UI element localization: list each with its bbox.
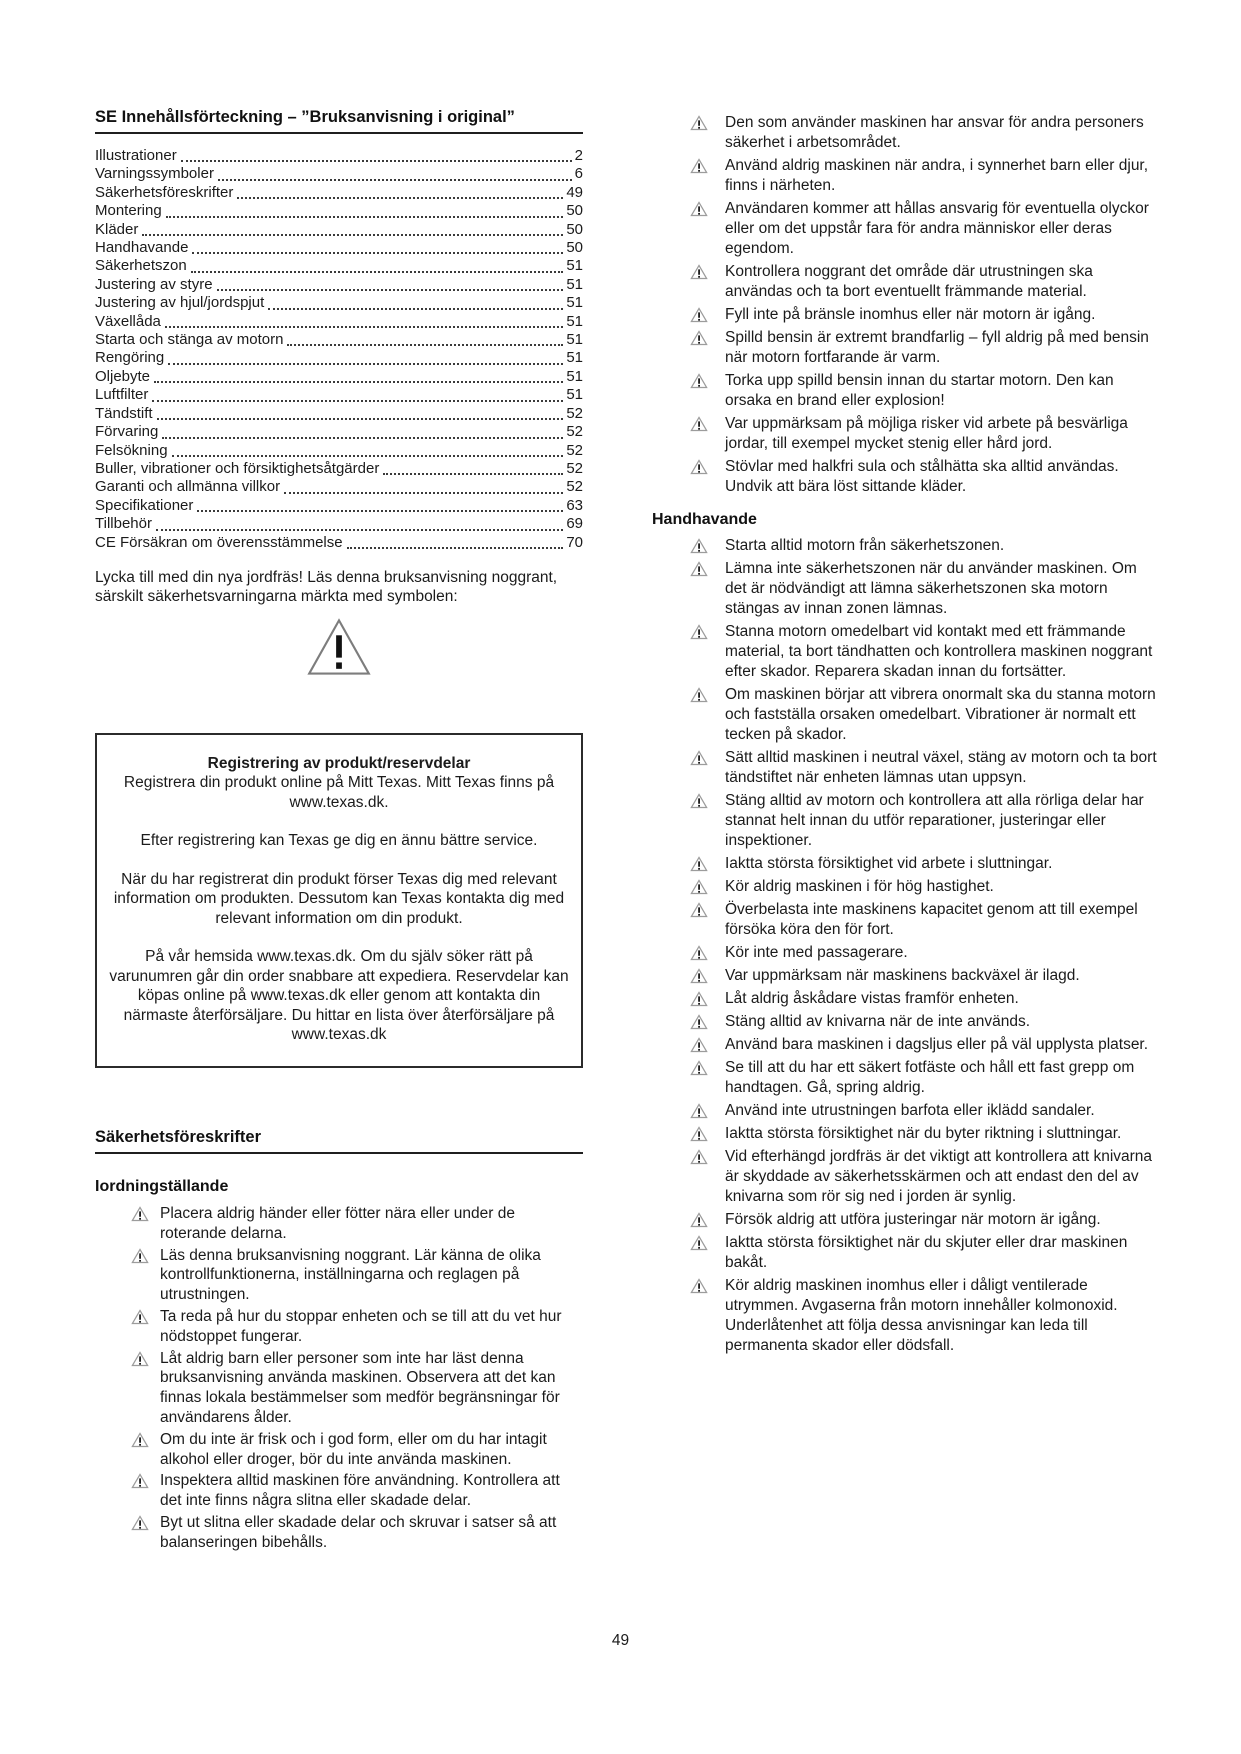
left-column <box>95 108 583 1554</box>
safety-item-text: Låt aldrig åskådare vistas framför enheten. <box>725 990 1019 1007</box>
safety-item-text: Kör aldrig maskinen i för hög hastighet. <box>725 878 994 895</box>
safety-section <box>95 1128 583 1553</box>
safety-item <box>652 305 1158 325</box>
safety-item <box>95 1246 583 1305</box>
toc-dot-leader <box>287 344 563 346</box>
toc-entry-page: 52 <box>566 404 583 422</box>
toc-title: SE Innehållsförteckning – ”Bruksanvisning i original” <box>95 108 583 134</box>
safety-item <box>652 1058 1158 1098</box>
safety-item <box>652 1147 1158 1207</box>
toc-entry <box>95 202 583 220</box>
safety-item-text: Om du inte är frisk och i god form, eller om du har intagit alkohol eller droger, bör du inte använda maskinen. <box>160 1430 547 1468</box>
warning-icon <box>131 1248 149 1270</box>
toc-entry-page: 52 <box>566 441 583 459</box>
safety-subsection-title: Iordningställande <box>95 1177 229 1195</box>
warning-icon <box>690 201 708 223</box>
toc-dot-leader <box>217 289 564 291</box>
toc-entry <box>95 294 583 312</box>
safety-item-text: Kontrollera noggrant det område där utrustningen ska användas och ta bort eventuellt främmande material. <box>725 263 1093 300</box>
toc-entry-label: Justering av hjul/jordspjut <box>95 294 265 312</box>
toc-entry <box>95 515 583 533</box>
toc-dot-leader <box>152 400 563 402</box>
toc-dot-leader <box>181 160 572 162</box>
toc-dot-leader <box>347 547 564 549</box>
warning-icon <box>690 1278 708 1300</box>
toc-entry <box>95 331 583 349</box>
safety-item-text: Använd bara maskinen i dagsljus eller på väl upplysta platser. <box>725 1036 1149 1053</box>
safety-item <box>652 156 1158 196</box>
safety-item-text: Iaktta största försiktighet vid arbete i sluttningar. <box>725 855 1053 872</box>
toc-entry <box>95 405 583 423</box>
warning-icon <box>690 158 708 180</box>
safety-item <box>652 199 1158 259</box>
toc-entry-page: 51 <box>566 275 583 293</box>
warning-icon <box>690 1235 708 1257</box>
safety-item-text: Läs denna bruksanvisning noggrant. Lär känna de olika kontrollfunktionerna, inställningarna och reglagen på utrustningen. <box>160 1246 541 1304</box>
warning-icon <box>690 750 708 772</box>
toc-dot-leader <box>168 363 563 365</box>
safety-item <box>652 943 1158 963</box>
toc-dot-leader <box>157 418 564 420</box>
safety-item-text: Inspektera alltid maskinen före användning. Kontrollera att det inte finns några slitna eller skadade delar. <box>160 1472 560 1510</box>
safety-item-text: Kör inte med passagerare. <box>725 944 908 961</box>
warning-triangle-icon <box>306 617 372 681</box>
toc-entry-page: 51 <box>566 349 583 367</box>
toc-entry-label: Luftfilter <box>95 386 149 404</box>
toc-dot-leader <box>197 510 563 512</box>
toc-entry <box>95 257 583 275</box>
toc-entry-label: Kläder <box>95 220 139 238</box>
toc-entry <box>95 497 583 515</box>
toc-entry <box>95 442 583 460</box>
handling-item-list <box>652 536 1158 1356</box>
safety-item-text: Lämna inte säkerhetszonen när du använder maskinen. Om det är nödvändigt att lämna säkerhetszonen ska motorn stängas av innan zonen lämnas. <box>725 560 1137 617</box>
toc-dot-leader <box>166 216 564 218</box>
warning-icon <box>690 793 708 815</box>
toc-entry-page: 63 <box>566 496 583 514</box>
safety-item <box>95 1430 583 1470</box>
toc-entry-page: 50 <box>566 202 583 220</box>
toc-dot-leader <box>154 381 563 383</box>
toc-entry-label: Växellåda <box>95 312 161 330</box>
safety-item <box>652 328 1158 368</box>
toc-entry <box>95 386 583 404</box>
table-of-contents <box>95 147 583 552</box>
safety-item-text: Iaktta största försiktighet när du skjuter eller drar maskinen bakåt. <box>725 1234 1128 1271</box>
toc-entry-label: Buller, vibrationer och försiktighetsåtgärder <box>95 459 380 477</box>
safety-item <box>652 457 1158 497</box>
registration-box-title: Registrering av produkt/reservdelar <box>207 754 471 772</box>
safety-item-text: Starta alltid motorn från säkerhetszonen. <box>725 537 1005 554</box>
safety-item-text: Användaren kommer att hållas ansvarig för eventuella olyckor eller om det uppstår fara för andra människor eller deras egendom. <box>725 200 1149 257</box>
toc-entry-label: Starta och stänga av motorn <box>95 331 284 349</box>
safety-item-text: Använd inte utrustningen barfota eller iklädd sandaler. <box>725 1102 1095 1119</box>
safety-item-text: Stövlar med halkfri sula och stålhätta ska alltid användas. Undvik att bära löst sittande kläder. <box>725 458 1119 495</box>
toc-entry-label: Varningssymboler <box>95 165 214 183</box>
warning-icon <box>690 1212 708 1234</box>
toc-entry-page: 51 <box>566 331 583 349</box>
toc-dot-leader <box>172 455 564 457</box>
warning-icon <box>690 561 708 583</box>
warning-icon <box>690 945 708 967</box>
safety-item-text: Iaktta största försiktighet när du byter riktning i sluttningar. <box>725 1125 1122 1142</box>
warning-icon <box>690 115 708 137</box>
safety-item <box>652 113 1158 153</box>
safety-item <box>95 1349 583 1428</box>
safety-item <box>652 414 1158 454</box>
toc-entry-page: 51 <box>566 294 583 312</box>
warning-icon <box>690 856 708 878</box>
safety-item <box>652 559 1158 619</box>
safety-item <box>652 1233 1158 1273</box>
safety-item-text: Stäng alltid av knivarna när de inte används. <box>725 1013 1031 1030</box>
safety-item <box>95 1513 583 1553</box>
toc-entry-page: 52 <box>566 459 583 477</box>
intro-paragraph: Lycka till med din nya jordfräs! Läs denna bruksanvisning noggrant, särskilt säkerhetsvarningarna märkta med symbolen: <box>95 568 558 606</box>
toc-entry-label: CE Försäkran om överensstämmelse <box>95 533 343 551</box>
toc-entry-page: 2 <box>574 147 583 164</box>
toc-entry-page: 49 <box>566 183 583 201</box>
safety-item-text: Ta reda på hur du stoppar enheten och se till att du vet hur nödstoppet fungerar. <box>160 1307 562 1345</box>
toc-entry <box>95 313 583 331</box>
toc-entry <box>95 423 583 441</box>
warning-icon <box>690 1037 708 1059</box>
page-number: 49 <box>611 1632 630 1649</box>
toc-entry <box>95 349 583 367</box>
safety-item-text: Torka upp spilld bensin innan du startar motorn. Den kan orsaka en brand eller explosion! <box>725 372 1114 409</box>
toc-dot-leader <box>192 252 563 254</box>
safety-item <box>652 854 1158 874</box>
safety-item-text: Se till att du har ett säkert fotfäste och håll ett fast grepp om handtagen. Gå, spring aldrig. <box>725 1059 1135 1096</box>
warning-icon <box>690 1060 708 1082</box>
warning-icon <box>690 902 708 924</box>
toc-dot-leader <box>142 234 563 236</box>
safety-section-title: Säkerhetsföreskrifter <box>95 1128 583 1154</box>
safety-item-text: Låt aldrig barn eller personer som inte har läst denna bruksanvisning använda maskinen. Observera att det kan finnas lokala bestämmelser som medför begränsningar för användarens ålder. <box>160 1349 560 1426</box>
warning-icon <box>690 264 708 286</box>
safety-item-text: Kör aldrig maskinen inomhus eller i dåligt ventilerade utrymmen. Avgaserna från motorn innehåller kolmonoxid. Underlåtenhet att följa dessa anvisningar kan leda till permanenta skador eller dödsfall. <box>725 1277 1118 1354</box>
toc-entry-label: Förvaring <box>95 423 159 441</box>
safety-item-text: Överbelasta inte maskinens kapacitet genom att till exempel försöka köra den för fort. <box>725 901 1138 938</box>
warning-icon <box>690 330 708 352</box>
toc-entry-label: Säkerhetsföreskrifter <box>95 183 234 201</box>
safety-item-text: Använd aldrig maskinen när andra, i synnerhet barn eller djur, finns i närheten. <box>725 157 1149 194</box>
safety-item <box>95 1471 583 1511</box>
safety-item-text: Fyll inte på bränsle inomhus eller när motorn är igång. <box>725 306 1096 323</box>
safety-item-text: Stanna motorn omedelbart vid kontakt med ett främmande material, ta bort tändhatten och kontrollera maskinen noggrant efter skador. Reparera skadan innan du fortsätter. <box>725 623 1153 680</box>
safety-item-text: Var uppmärksam när maskinens backväxel är ilagd. <box>725 967 1080 984</box>
toc-entry-label: Tillbehör <box>95 515 152 533</box>
toc-entry <box>95 478 583 496</box>
toc-entry-page: 52 <box>566 478 583 496</box>
warning-icon <box>690 416 708 438</box>
safety-item-text: Vid efterhängd jordfräs är det viktigt att kontrollera att knivarna är skyddade av säkerhetsskärmen och att endast den del av knivarna som rör sig ned i jorden är synlig. <box>725 1148 1153 1205</box>
toc-dot-leader <box>162 437 563 439</box>
toc-entry <box>95 239 583 257</box>
safety-item-text: Försök aldrig att utföra justeringar när motorn är igång. <box>725 1211 1101 1228</box>
warning-symbol-wrap <box>95 617 583 681</box>
safety-item <box>652 1124 1158 1144</box>
toc-entry-label: Garanti och allmänna villkor <box>95 478 281 496</box>
safety-item <box>652 1210 1158 1230</box>
toc-entry-label: Oljebyte <box>95 367 151 385</box>
toc-entry-label: Felsökning <box>95 441 168 459</box>
toc-entry-page: 51 <box>566 312 583 330</box>
registration-box <box>95 733 583 1068</box>
safety-item-text: Stäng alltid av motorn och kontrollera att alla rörliga delar har stannat helt innan du utför reparationer, justeringar eller inspektioner. <box>725 792 1144 849</box>
toc-entry <box>95 460 583 478</box>
warning-icon <box>131 1432 149 1454</box>
safety-item-text: Om maskinen börjar att vibrera onormalt ska du stanna motorn och fastställa orsaken omedelbart. Vibrationer är normalt ett tecken på skador. <box>725 686 1156 743</box>
warning-icon <box>131 1309 149 1331</box>
safety-item-text: Spilld bensin är extremt brandfarlig – fyll aldrig på med bensin när motorn fortfarande är varm. <box>725 329 1149 366</box>
safety-item <box>652 1012 1158 1032</box>
toc-entry-page: 51 <box>566 367 583 385</box>
warning-icon <box>690 1149 708 1171</box>
toc-entry <box>95 147 583 165</box>
toc-dot-leader <box>383 473 563 475</box>
toc-entry-label: Illustrationer <box>95 147 177 164</box>
toc-entry-page: 50 <box>566 239 583 257</box>
toc-dot-leader <box>191 271 564 273</box>
safety-item-text: Sätt alltid maskinen i neutral växel, stäng av motorn och ta bort tändstiftet när enheten lämnas utan uppsyn. <box>725 749 1157 786</box>
toc-dot-leader <box>284 492 563 494</box>
toc-entry-label: Säkerhetszon <box>95 257 187 275</box>
toc-dot-leader <box>268 308 563 310</box>
warning-icon <box>690 624 708 646</box>
toc-entry <box>95 221 583 239</box>
registration-box-paragraph: När du har registrerat din produkt förser Texas dig med relevant information om produkten. Dessutom kan Texas kontakta dig med relevant information om din produkt. <box>113 870 565 927</box>
toc-entry-page: 70 <box>566 533 583 551</box>
safety-item <box>652 791 1158 851</box>
warning-icon <box>131 1515 149 1537</box>
toc-entry-page: 69 <box>566 515 583 533</box>
safety-item <box>652 685 1158 745</box>
warning-icon <box>131 1351 149 1373</box>
warning-icon <box>690 1126 708 1148</box>
right-column <box>652 106 1158 1359</box>
warning-icon <box>131 1206 149 1228</box>
toc-entry-label: Justering av styre <box>95 275 213 293</box>
toc-dot-leader <box>218 179 572 181</box>
warning-icon <box>690 373 708 395</box>
safety-item <box>652 262 1158 302</box>
registration-box-paragraph: På vår hemsida www.texas.dk. Om du själv söker rätt på varunumren går din order snabbare att expediera. Reservdelar kan köpas online på www.texas.dk eller genom att kontakta din närmaste återförsäljare. Du hittar en lista över återförsäljare på www.texas.dk <box>109 948 569 1044</box>
safety-item <box>95 1204 583 1244</box>
safety-item-text: Placera aldrig händer eller fötter nära eller under de roterande delarna. <box>160 1204 515 1242</box>
safety-item <box>652 748 1158 788</box>
toc-entry <box>95 534 583 552</box>
safety-item-text: Var uppmärksam på möjliga risker vid arbete på besvärliga jordar, till exempel mycket stenig eller hård jord. <box>725 415 1128 452</box>
toc-entry <box>95 184 583 202</box>
registration-box-paragraph: Registrera din produkt online på Mitt Texas. Mitt Texas finns på www.texas.dk. <box>123 774 555 811</box>
warning-icon <box>690 459 708 481</box>
toc-entry-label: Montering <box>95 202 162 220</box>
safety-item <box>652 877 1158 897</box>
warning-icon <box>690 307 708 329</box>
warning-icon <box>690 879 708 901</box>
toc-entry <box>95 368 583 386</box>
safety-item <box>652 989 1158 1009</box>
warning-icon <box>690 1103 708 1125</box>
safety-item-list <box>95 1204 583 1553</box>
toc-entry-label: Rengöring <box>95 349 165 367</box>
safety-item-text: Den som använder maskinen har ansvar för andra personers säkerhet i arbetsområdet. <box>725 114 1144 151</box>
safety-item <box>95 1307 583 1347</box>
handling-section-title: Handhavande <box>652 511 757 528</box>
warning-icon <box>690 538 708 560</box>
safety-item <box>652 1276 1158 1356</box>
safety-item <box>652 371 1158 411</box>
warning-icon <box>690 991 708 1013</box>
toc-entry-label: Handhavande <box>95 239 189 257</box>
toc-dot-leader <box>237 197 563 199</box>
safety-item <box>652 1035 1158 1055</box>
warning-icon <box>131 1473 149 1495</box>
warning-icon <box>690 1014 708 1036</box>
toc-dot-leader <box>156 529 563 531</box>
safety-item <box>652 1101 1158 1121</box>
toc-entry-label: Specifikationer <box>95 496 194 514</box>
toc-entry-page: 51 <box>566 257 583 275</box>
safety-item <box>652 622 1158 682</box>
toc-entry-label: Tändstift <box>95 404 153 422</box>
toc-entry-page: 6 <box>574 165 583 183</box>
safety-item <box>652 900 1158 940</box>
warning-icon <box>690 687 708 709</box>
toc-entry-page: 52 <box>566 423 583 441</box>
safety-item-text: Byt ut slitna eller skadade delar och skruvar i satser så att balanseringen bibehålls. <box>160 1513 557 1551</box>
safety-item-list <box>652 113 1158 497</box>
safety-item <box>652 536 1158 556</box>
toc-dot-leader <box>165 326 563 328</box>
registration-box-paragraph: Efter registrering kan Texas ge dig en ännu bättre service. <box>140 832 538 850</box>
toc-entry-page: 50 <box>566 220 583 238</box>
toc-entry-page: 51 <box>566 386 583 404</box>
toc-entry <box>95 276 583 294</box>
toc-entry <box>95 165 583 183</box>
warning-icon <box>690 968 708 990</box>
safety-item <box>652 966 1158 986</box>
